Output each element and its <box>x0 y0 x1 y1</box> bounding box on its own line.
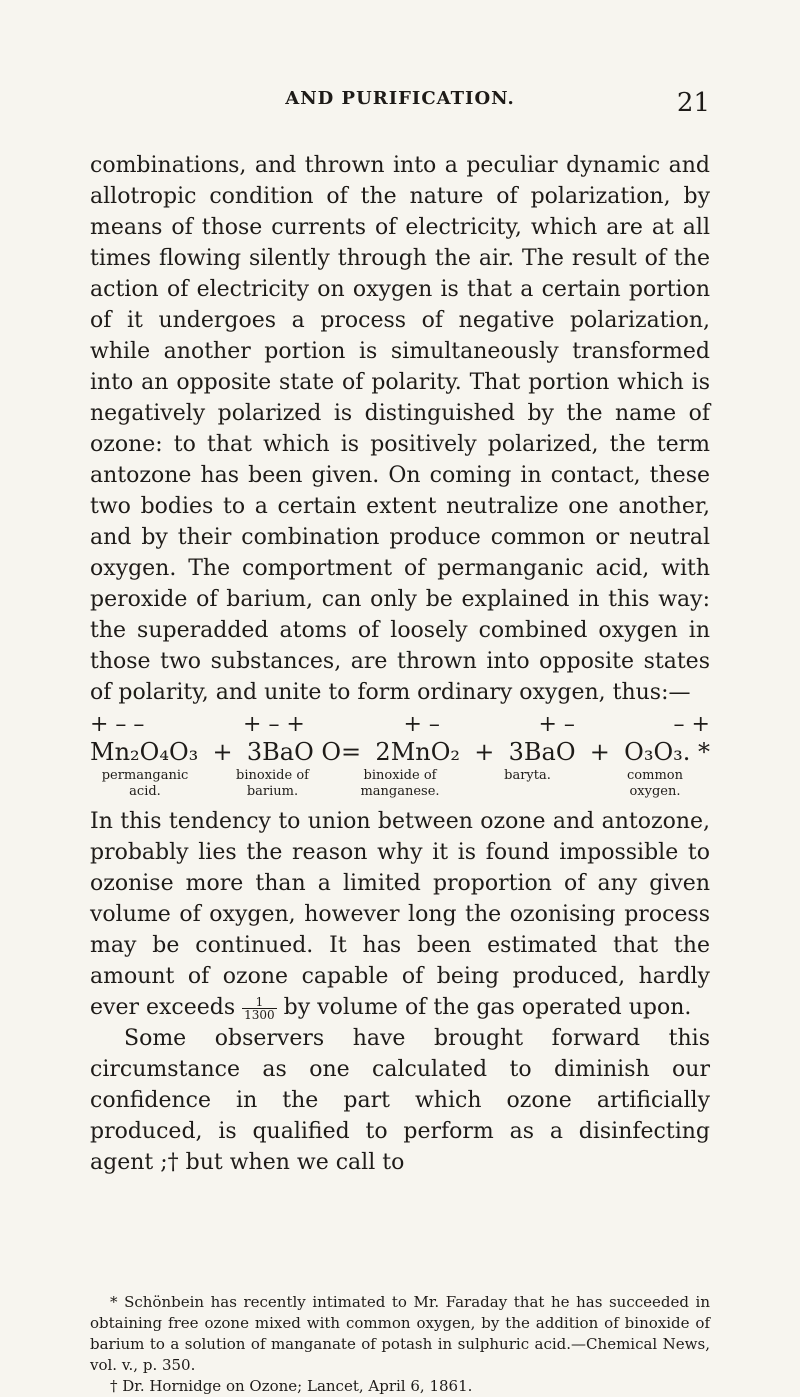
formula-term: Mn₂O₄O₃ <box>90 738 199 766</box>
footnote: † Dr. Hornidge on Ozone; Lancet, April 6, 1861. <box>110 1377 473 1395</box>
formula-term: 3BaO <box>508 738 576 766</box>
fraction <box>242 996 277 1021</box>
compound-label: permanganic acid. <box>101 768 189 799</box>
charge-sign: + – <box>538 712 575 737</box>
charge-sign: + – + <box>243 712 305 737</box>
paragraph-text: by volume of the gas operated upon. <box>276 995 692 1020</box>
equation-charges <box>90 714 710 736</box>
formula-term: 3BaO O= <box>246 738 362 766</box>
formula-term: + <box>589 738 610 766</box>
chemical-equation <box>90 714 710 800</box>
fraction-numerator: 1 <box>242 996 277 1009</box>
paragraph: combinations, and thrown into a peculiar dynamic and allotropic condition of the nature of polarization, by means of those currents of electricity, which are at all times flowing silently through the air. The result of the action of electricity on oxygen is that a certain portion of it undergoes a process of negative polarization, while another portion is simultaneously transformed into an opposite state of polarity. That portion which is negatively polarized is distinguished by the name of ozone: to that which is positively polarized, the term antozone has been given. On coming in contact, these two bodies to a certain extent neutralize one another, and by their combination produce common or neutral oxygen. The comportment of permanganic acid, with peroxide of barium, can only be explained in this way: the superadded atoms of loosely combined oxygen in those two substances, are thrown into opposite states of polarity, and unite to form ordinary oxygen, thus:— <box>90 153 710 705</box>
compound-label: baryta. <box>504 768 551 783</box>
formula-term: + <box>474 738 495 766</box>
page-number: 21 <box>676 88 710 118</box>
formula-term: O₃O₃. * <box>624 738 710 766</box>
running-title: AND PURIFICATION. <box>285 88 515 109</box>
footnotes <box>90 1292 710 1397</box>
formula-term: + <box>212 738 233 766</box>
charge-sign: + – <box>403 712 440 737</box>
formula-term: 2MnO₂ <box>375 738 461 766</box>
charge-sign: + – – <box>90 712 145 737</box>
paragraph: Some observers have brought forward this circumstance as one calculated to diminish our confidence in the part which ozone artificially produced, is qualified to perform as a disinfecting agent ;† but when we call to <box>90 1026 710 1175</box>
body-text <box>90 150 710 1178</box>
equation-formula <box>90 736 710 768</box>
footnote: * Schönbein has recently intimated to Mr. Faraday that he has succeeded in obtaining free ozone mixed with common oxygen, by the addition of binoxide of barium to a solution of manganate of potash in sulphuric acid.—Chemical News, vol. v., p. 350. <box>90 1293 710 1374</box>
paragraph <box>90 806 710 1023</box>
equation-labels <box>90 768 710 800</box>
fraction-denominator: 1300 <box>244 1007 275 1022</box>
charge-sign: – + <box>673 712 710 737</box>
compound-label: common oxygen. <box>627 768 683 799</box>
compound-label: binoxide of manganese. <box>360 768 440 799</box>
compound-label: binoxide of barium. <box>236 768 309 799</box>
paragraph-text: In this tendency to union between ozone and antozone, probably lies the reason why it is found impossible to ozonise more than a limited proportion of any given volume of oxygen, however long the ozonising process may be continued. It has been estimated that the amount of ozone capable of being produced, hardly ever exceeds <box>90 809 710 1020</box>
running-header <box>90 88 710 128</box>
